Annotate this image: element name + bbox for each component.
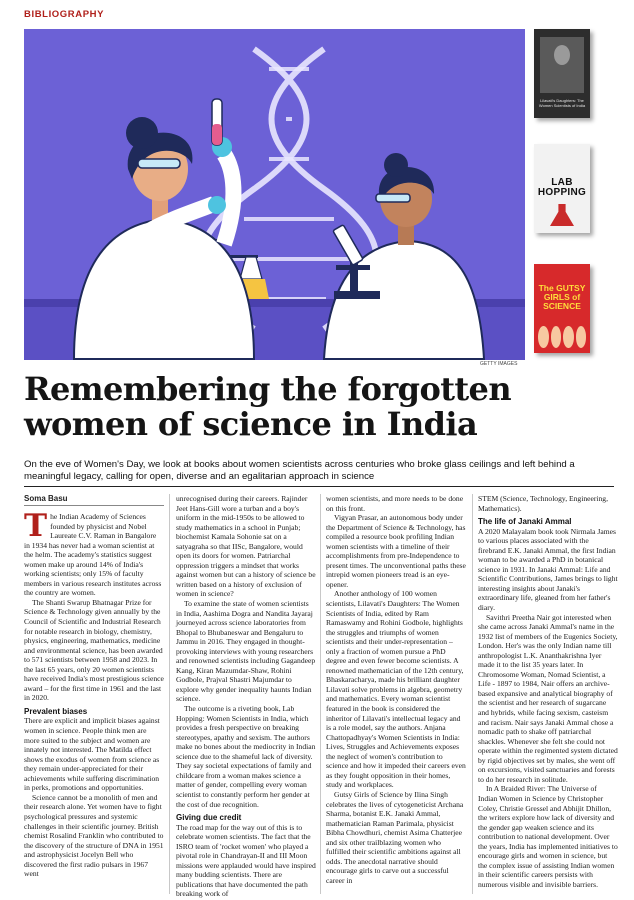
body-paragraph: In A Braided River: The Universe of Indian Women in Science by Christopher Coley, Christie Gressel and Abhijit Dhillon, the writers explore how lack of diversity and the gender gap weaken science and its contribution to national development. Over the years, India has implemented initiatives to encourage girls and women in science, but the complex issue of assisting Indian women in their scientific careers persists with numerous visible and invisible barriers. (478, 784, 618, 889)
book-cover-lab-hopping (534, 144, 590, 233)
byline-divider (24, 505, 164, 506)
hero-illustration (24, 29, 525, 360)
body-paragraph: Gutsy Girls of Science by Ilina Singh celebrates the lives of cytogeneticist Archana Sharma, botanist E.K. Janaki Ammal, mathematician Raman Parimala, physicist Bibha Chowdhuri, chemist Asima Chatterjee and six other trailblazing women who fulfilled their scientific ambitions against all odds. The anecdotal narrative should encourage girls to carve out a successful career in (326, 789, 464, 885)
body-paragraph: Savithri Preetha Nair got interested when she came across Janaki Ammal's name in the 1932 list of members of the Eugenics Society, London. Her's was the only Indian name till anthropologist L.K. Ananthakrishna Iyer made it to the list 35 years later. In Chromosome Woman, Nomad Scientist, a Life - 1897 to 1984, Nair offers an archive-based expansive and analytical biography of the scientist and her research of sugarcane and hybrids, while facing sexism, casteism and racism. Nair says Janaki Ammal chose a nomadic path to shake off patriarchal shackles. Whenever she felt she could not operate within the regimented system dictated by rigid objectives set by males, she went off on excursions, visited sanctuaries and forests to do her research in solitude. (478, 612, 618, 784)
body-paragraph: Another anthology of 100 women scientists, Lilavati's Daughters: The Women Scientists of India, edited by Ram Ramaswamy and Rohini Godbole, highlights the struggles and triumphs of women scientists and their under-representation – only a fraction of women pursue a PhD degree and even fewer become scientists. A renowned mathematician of the 12th century, Bhaskaracharya, made his brilliant daughter Lilavati solve problems in algebra, geometry and mathematics. Every woman scientist featured in the book is considered the inheritor of Lilavati's intellectual legacy and is a role model, say the authors. Anjana Chattopadhyay's Women Scientists in India: Lives, Struggles and Achievements exposes the neglect of women's contribution to science and how it impeded their careers even as they fought opposition in their homes, study and workplaces. (326, 589, 466, 790)
book-cover-lilavatis-daughters (534, 29, 590, 118)
body-paragraph: A 2020 Malayalam book took Nirmala James to various places associated with the firebrand E.K. Janaki Ammal, the first Indian woman to be awarded a PhD in botanical science in 1931. In Janaki Ammal: Life and Scientific Contributions, James brings to light interesting insights about Janaki's extraordinary life, gleaned from her father's diary. (478, 526, 618, 613)
flask-icon (550, 204, 574, 226)
portraits-icon (538, 326, 586, 348)
column-divider (320, 494, 321, 894)
body-paragraph: STEM (Science, Technology, Engineering, Mathematics). (478, 494, 609, 513)
column-divider (169, 494, 170, 894)
divider (24, 486, 614, 487)
body-paragraph: To examine the state of women scientists in India, Aashima Dogra and Nandita Jayaraj journeyed across science laboratories from Bhopal to Bhubaneswar and Bengaluru to Jammu in 2016. They engaged in thought-provoking interviews with young researchers and renowned scientists including Gagandeep Kang, Kiran Mazumdar-Shaw, Rohini Godbole, Prajval Shastri Majumdar to explore why gender inequality haunts Indian science. (176, 599, 316, 704)
body-paragraph: The Shanti Swarup Bhatnagar Prize for Science & Technology given annually by the Council of Scientific and Industrial Research for notable research in biology, chemistry, physics, engineering, mathematics, medicine and environmental science, has been awarded to 571 scientists between 1958 and 2023. In the last 65 years, only 20 women scientists have received India's most prestigious science award – for the first time in 1961 and the last in 2020. (24, 597, 164, 703)
article-column-2 (176, 494, 316, 899)
subheading: Prevalent biases (24, 706, 88, 716)
subheading: The life of Janaki Ammal (478, 517, 572, 527)
article-column-4 (478, 494, 618, 889)
drop-cap: T (24, 508, 48, 544)
body-paragraph: unrecognised during their careers. Rajinder Jeet Hans-Gill wore a turban and a boy's uniform in the mid-1950s to be allowed to study mathematics in a school in Punjab; biochemist Kamala Sohonie sat on a satyagraha so that IISc, Bangalore, would open its doors for women. Patriarchal oppression triggers a mindset that works against women but can a history of science be written based on a history of exclusion of women in science? (176, 494, 316, 599)
body-paragraph: Vigyan Prasar, an autonomous body under the Department of Science & Technology, has compiled a resource book profiling Indian women scientists with a timeline of their accomplishments from pre-Independence to present times. The unconventional paths these intrepid women pioneers tread is an eye-opener. (326, 513, 466, 589)
paragraph-text: he Indian Academy of Sciences founded by physicist and Nobel Laureate C.V. Raman in Bangalore in 1934 has never had a woman scientist at the helm. The academy's statistics suggest women make up around 14% of India's working scientists; only 15% of faculty members in various research institutes across the country are women. (24, 512, 162, 598)
column-divider (472, 494, 473, 894)
article-headline: Remembering the forgotten women of science in India (24, 370, 511, 443)
cover-photo (540, 37, 584, 93)
body-paragraph: women scientists, and more needs to be done on this front. (326, 494, 464, 513)
subheading: Giving due credit (176, 813, 242, 823)
article-column-1 (24, 508, 164, 879)
book-cover-gutsy-girls (534, 264, 590, 353)
article-standfirst: On the eve of Women's Day, we look at books about women scientists across centuries who broke glass ceilings and left behind a meaningful legacy, calling for open, diverse and an egalitarian approach in science (24, 459, 575, 482)
body-paragraph (24, 508, 164, 598)
body-paragraph: The road map for the way out of this is to celebrate women scientists. The fact that the ISRO team of 'rocket women' who played a pivotal role in Chandrayan-II and III Moon missions were applauded would have inspired many budding scientists. There are publications that have documented the path breaking work of (176, 822, 316, 899)
body-paragraph: There are explicit and implicit biases against women in science. People think men are more suited to the subject and women are innately not interested. The Matilda effect shows the exodus of women from science as they remain under-appreciated for their achievements while suffering discrimination in perks, promotions and opportunities. (24, 716, 160, 793)
body-paragraph: Science cannot be a monolith of men and their research alone. Yet women have to fight psychological pressures and systemic challenges in their scientific journey. British chemist Rosalind Franklin who contributed to the discovery of the structure of DNA in 1951 and astrophysicist Jocelyn Bell who discovered the first radio pulsars in 1967 went (24, 792, 164, 879)
book-title: The GUTSY GIRLS of SCIENCE (538, 283, 586, 311)
book-title: Lilavati's Daughters: The Women Scientists of India (538, 98, 586, 108)
section-label: BIBLIOGRAPHY (24, 9, 105, 20)
women-scientists-illustration (24, 29, 525, 360)
book-title: LAB HOPPING (537, 177, 587, 198)
byline: Soma Basu (24, 494, 68, 503)
article-column-3 (326, 494, 466, 885)
body-paragraph: The outcome is a riveting book, Lab Hopping: Women Scientists in India, which provides a fresh perspective on breaking stereotypes, apathy and sexism. The authors make no bones about the mediocrity in Indian science due to the shameful lack of diversity. They say societal expectations of family and childcare from a woman makes science a matter of gender, compelling every woman scientist to constantly perform her gender at the cost of due recognition. (176, 704, 316, 809)
image-credit: GETTY IMAGES (480, 361, 518, 367)
